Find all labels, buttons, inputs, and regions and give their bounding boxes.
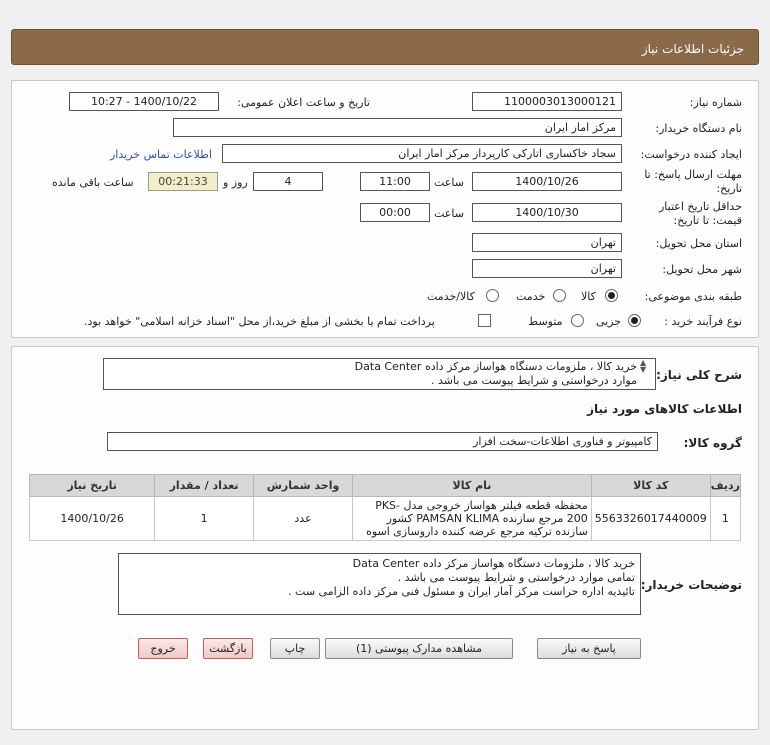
goods-group-field[interactable]: کامپیوتر و فناوری اطلاعات-سخت افزار <box>107 432 658 451</box>
category-option-goods: کالا <box>581 290 596 303</box>
table-row[interactable] <box>30 497 741 541</box>
process-option-partial: جزیی <box>596 315 622 328</box>
row-index: 1 <box>710 497 740 541</box>
requester-field[interactable]: سجاد خاکساری اتارکی کارپرداز مرکز امار ایران <box>222 144 622 163</box>
announce-datetime-field[interactable]: 1400/10/22 - 10:27 <box>69 92 219 111</box>
category-radio-goods[interactable] <box>605 289 618 302</box>
category-label: طبقه بندی موضوعی: <box>644 290 742 303</box>
scroll-arrows-icon[interactable]: ▲ ▼ <box>640 358 647 374</box>
buyer-notes-textarea[interactable] <box>118 553 641 615</box>
col-index: ردیف <box>710 475 740 497</box>
buyer-org-label: نام دستگاه خریدار: <box>655 122 742 135</box>
row-name: محفظه قطعه فیلتر هواساز خروجی مدل PKS-200 مرجع سازنده PAMSAN KLIMA کشور سازنده ترکیه مرجع عرضه کننده داروسازی اسوه <box>353 497 592 541</box>
print-button[interactable]: چاپ <box>270 638 320 659</box>
deadline-time-label: ساعت <box>434 176 464 189</box>
validity-date-field[interactable]: 1400/10/30 <box>472 203 622 222</box>
window-title-bar <box>11 29 759 65</box>
col-name: نام کالا <box>353 475 592 497</box>
summary-label: شرح کلی نیاز: <box>656 368 742 382</box>
goods-group-label: گروه کالا: <box>683 436 742 450</box>
row-unit: عدد <box>253 497 352 541</box>
row-code: 5563326017440009 <box>591 497 710 541</box>
province-field[interactable]: تهران <box>472 233 622 252</box>
deadline-label: مهلت ارسال پاسخ: تا تاریخ: <box>644 168 742 195</box>
days-field[interactable]: 4 <box>253 172 323 191</box>
goods-table-header <box>30 475 741 497</box>
deadline-date-field[interactable]: 1400/10/26 <box>472 172 622 191</box>
summary-textarea[interactable] <box>103 358 656 390</box>
announce-datetime-label: تاریخ و ساعت اعلان عمومی: <box>237 96 370 109</box>
category-radio-goods-service[interactable] <box>486 289 499 302</box>
window-title: جزئیات اطلاعات نیاز <box>641 42 744 56</box>
city-field[interactable]: تهران <box>472 259 622 278</box>
buyer-contact-link[interactable]: اطلاعات تماس خریدار <box>110 148 212 161</box>
days-label: روز و <box>223 176 248 189</box>
reply-button[interactable]: پاسخ به نیاز <box>537 638 641 659</box>
process-option-medium: متوسط <box>528 315 563 328</box>
summary-line-1: خرید کالا ، ملزومات دستگاه هواساز مرکز داده Data Center <box>354 360 637 373</box>
city-label: شهر محل تحویل: <box>662 263 742 276</box>
buyer-notes-label: توضیحات خریدار: <box>640 578 742 592</box>
buyer-org-field[interactable]: مرکز امار ایران <box>173 118 622 137</box>
category-radio-service[interactable] <box>553 289 566 302</box>
col-date: تاریخ نیاز <box>30 475 155 497</box>
process-label: نوع فرآیند خرید : <box>664 315 742 328</box>
category-option-service: خدمت <box>516 290 546 303</box>
buyer-notes-line-1: خرید کالا ، ملزومات دستگاه هواساز مرکز داده Data Center <box>352 557 635 570</box>
row-qty: 1 <box>155 497 254 541</box>
validity-time-label: ساعت <box>434 207 464 220</box>
col-unit: واحد شمارش <box>253 475 352 497</box>
summary-line-2: موارد درخواستی و شرایط پیوست می باشد . <box>431 374 637 387</box>
col-code: کد کالا <box>591 475 710 497</box>
goods-section-title: اطلاعات کالاهای مورد نیاز <box>587 402 742 416</box>
goods-table <box>29 474 741 541</box>
province-label: استان محل تحویل: <box>655 237 742 250</box>
need-number-field[interactable]: 1100003013000121 <box>472 92 622 111</box>
buyer-notes-line-2: تمامی موارد درخواستی و شرایط پیوست می باشد . <box>397 571 635 584</box>
treasury-payment-checkbox[interactable] <box>478 314 491 327</box>
requester-label: ایجاد کننده درخواست: <box>640 148 742 161</box>
exit-button[interactable]: خروج <box>138 638 188 659</box>
category-option-goods-service: کالا/خدمت <box>427 290 475 303</box>
deadline-time-field[interactable]: 11:00 <box>360 172 430 191</box>
need-number-label: شماره نیاز: <box>689 96 742 109</box>
view-attachments-button[interactable]: مشاهده مدارک پیوستی (1) <box>325 638 513 659</box>
back-button[interactable]: بازگشت <box>203 638 253 659</box>
remaining-label: ساعت باقی مانده <box>52 176 134 189</box>
process-radio-medium[interactable] <box>571 314 584 327</box>
col-qty: تعداد / مقدار <box>155 475 254 497</box>
validity-label: حداقل تاریخ اعتبار قیمت: تا تاریخ: <box>658 200 742 227</box>
payment-note: پرداخت تمام یا بخشی از مبلغ خرید،از محل "اسناد خزانه اسلامی" خواهد بود. <box>84 315 435 328</box>
validity-time-field[interactable]: 00:00 <box>360 203 430 222</box>
remaining-time-field: 00:21:33 <box>148 172 218 191</box>
process-radio-partial[interactable] <box>628 314 641 327</box>
row-date: 1400/10/26 <box>30 497 155 541</box>
buyer-notes-line-3: تائیدیه اداره حراست مرکز آمار ایران و مسئول فنی مرکز داده الزامی ست . <box>288 585 635 598</box>
